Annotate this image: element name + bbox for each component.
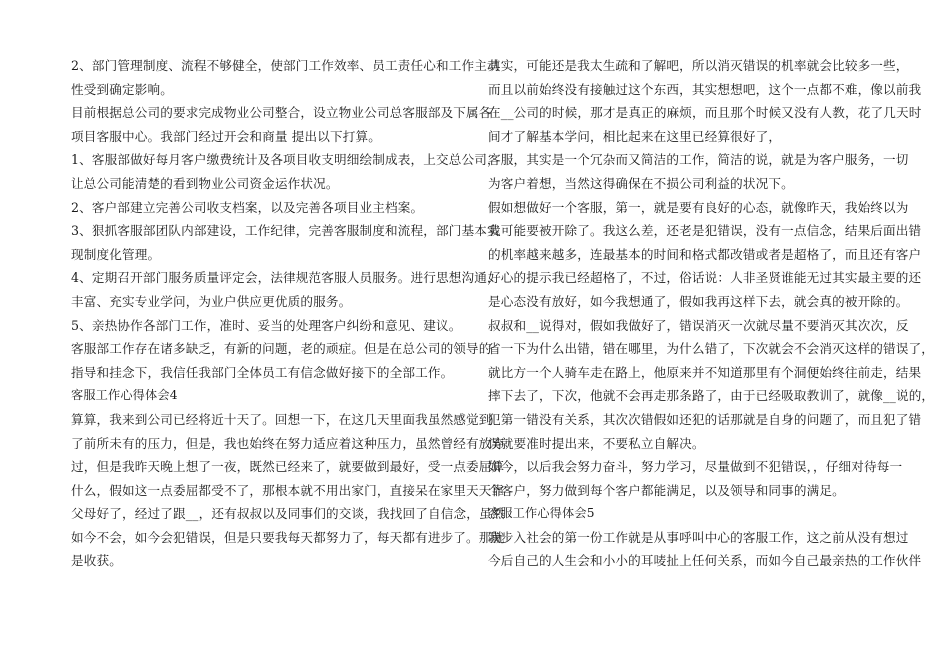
- paragraph-line: 4、定期召开部门服务质量评定会，法律规范客服人员服务。进行思想沟通，: [71, 270, 500, 286]
- paragraph-line: 的机率越来越多，连最基本的时间和格式都改错或者是超格了，而且还有客户: [488, 246, 922, 262]
- paragraph-line: 而且以前始终没有接触过这个东西，其实想想吧，这个一点都不难，像以前我: [488, 81, 922, 97]
- paragraph-line: 我步入社会的第一份工作就是从事呼叫中心的客服工作，这之前从没有想过: [488, 529, 909, 545]
- paragraph-line: 是心态没有放好，如今我想通了，假如我再这样下去，就会真的被开除的。: [488, 293, 909, 309]
- paragraph-line: 摔下去了，下次，他就不会再走那条路了，由于已经吸取教训了，就像__说的，: [488, 388, 935, 404]
- paragraph-line: 指导和挂念下，我信任我部门全体员工有信念做好接下的全部工作。: [71, 364, 454, 380]
- paragraph-line: 为客户着想，当然这得确保在不损公司利益的状况下。: [488, 175, 794, 191]
- paragraph-line: 5、亲热协作各部门工作，准时、妥当的处理客户纠纷和意见、建议。: [71, 317, 462, 333]
- paragraph-line: 间才了解基本学问，相比起来在这里已经算很好了，: [488, 128, 782, 144]
- paragraph-line: 今后自己的人生会和小小的耳唛扯上任何关系，而如今自己最亲热的工作伙伴: [488, 553, 922, 569]
- paragraph-line: 犯第一错没有关系，其次次错假如还犯的话那就是自身的问题了，而且犯了错: [488, 411, 922, 427]
- paragraph-line: 性受到确定影响。: [71, 81, 173, 97]
- paragraph-line: 2、客户部建立完善公司收支档案，以及完善各项目业主档案。: [71, 199, 424, 215]
- paragraph-line: 现制度化管理。: [71, 246, 161, 262]
- paragraph-line: 了前所未有的压力，但是，我也始终在努力适应着这种压力，虽然曾经有放弃: [71, 435, 505, 451]
- paragraph-line: 什么，假如这一点委屈都受不了，那根本就不用出家门，直接呆在家里天天靠: [71, 482, 505, 498]
- paragraph-line: 3、狠抓客服部团队内部建设，工作纪律，完善客服制度和流程，部门基本实: [71, 223, 500, 239]
- paragraph-line: 叔叔和__说得对，假如我做好了，错误消灭一次就尽量不要消灭其次次，反: [488, 317, 909, 333]
- paragraph-line: 就比方一个人骑车走在路上，他原来并不知道那里有个洞便始终往前走，结果: [488, 364, 922, 380]
- section-heading: 客服工作心得体会4: [71, 388, 178, 403]
- right-column: [488, 54, 935, 573]
- paragraph-line: 目前根据总公司的要求完成物业公司整合，设立物业公司总客服部及下属各: [71, 105, 492, 121]
- paragraph-line: 如今不会，如今会犯错误，但是只要我每天都努力了，每天都有进步了。那就: [71, 529, 505, 545]
- left-column: [71, 54, 505, 573]
- paragraph-line: 父母好了，经过了跟__，还有叔叔以及同事们的交谈，我找回了自信念，虽然: [71, 506, 505, 522]
- paragraph-line: 是收获。: [71, 553, 122, 569]
- paragraph-line: 如今，以后我会努力奋斗，努力学习，尽量做到不犯错误，，仔细对待每一: [488, 459, 903, 475]
- paragraph-line: 我可能要被开除了。我这么差，还老是犯错误，没有一点信念，结果后面出错: [488, 223, 922, 239]
- paragraph-line: 过，但是我昨天晚上想了一夜，既然已经来了，就要做到最好，受一点委屈算: [71, 459, 505, 475]
- paragraph-line: 丰富、充实专业学问，为业户供应更优质的服务。: [71, 293, 352, 309]
- paragraph-line: 省一下为什么出错，错在哪里，为什么错了，下次就会不会消灭这样的错误了，: [488, 341, 935, 357]
- paragraph-line: 算算，我来到公司已经将近十天了。回想一下，在这几天里面我虽然感觉到: [71, 411, 492, 427]
- paragraph-line: 个客户，努力做到每个客户都能满足，以及领导和同事的满足。: [488, 482, 845, 498]
- paragraph-line: 假如想做好一个客服，第一，就是要有良好的心态，就像昨天，我始终以为: [488, 199, 909, 215]
- paragraph-line: 客服部工作存在诸多缺乏，有新的问题，老的顽症。但是在总公司的领导的: [71, 341, 492, 357]
- paragraph-line: 让总公司能清楚的看到物业公司资金运作状况。: [71, 175, 339, 191]
- paragraph-line: 2、部门管理制度、流程不够健全，使部门工作效率、员工责任心和工作主动: [71, 58, 500, 73]
- paragraph-line: 其实，可能还是我太生疏和了解吧，所以消灭错误的机率就会比较多一些，: [488, 58, 909, 73]
- paragraph-line: 在__公司的时候，那才是真正的麻烦，而且那个时候又没有人教，花了几天时: [488, 105, 922, 121]
- paragraph-line: 1、客服部做好每月客户缴费统计及各项目收支明细绘制成表，上交总公司，: [71, 152, 500, 168]
- paragraph-line: 客服，其实是一个冗杂而又简洁的工作，简洁的说，就是为客户服务，一切: [488, 152, 909, 168]
- section-heading: 客服工作心得体会5: [488, 506, 595, 521]
- paragraph-line: 误就要准时提出来，不要私立自解决。: [488, 435, 705, 451]
- paragraph-line: 项目客服中心。我部门经过开会和商量 提出以下打算。: [71, 128, 382, 144]
- paragraph-line: 好心的提示我已经超格了，不过，俗话说：人非圣贤谁能无过其实最主要的还: [488, 270, 922, 286]
